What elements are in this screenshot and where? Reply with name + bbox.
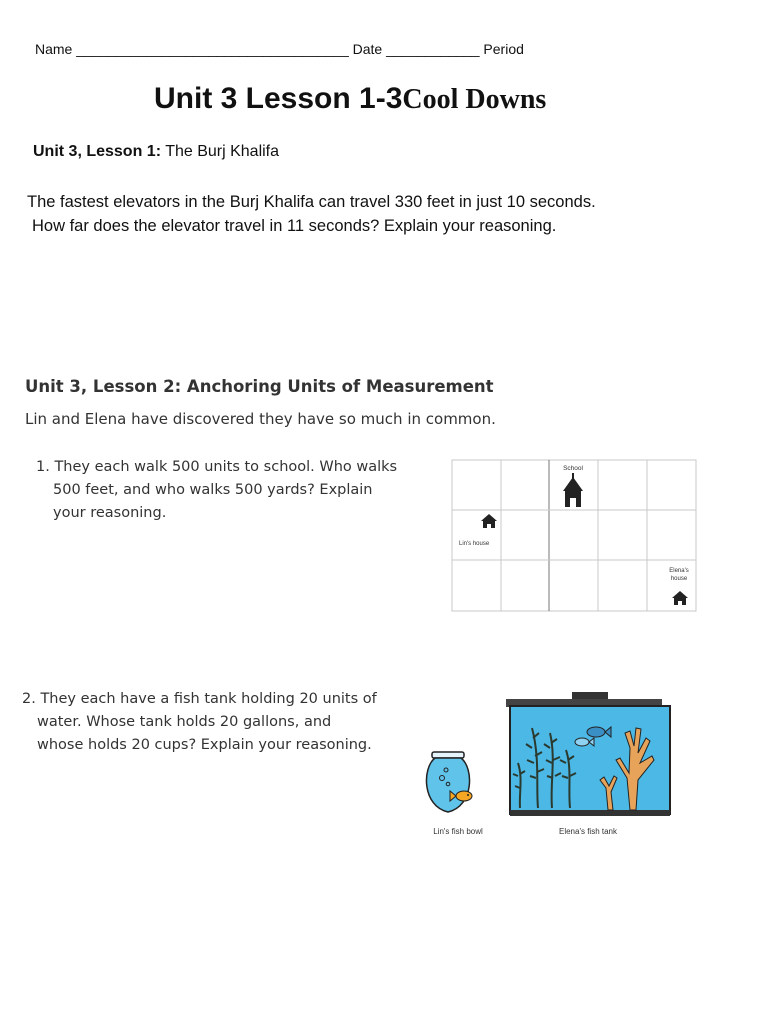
- name-date-period-line: Name ___________________________________ Date ____________ Period: [35, 41, 524, 57]
- lesson2-intro: Lin and Elena have discovered they have so much in common.: [25, 410, 496, 428]
- fish-bowl-label: Lin's fish bowl: [433, 827, 483, 836]
- lesson1-heading: [33, 143, 279, 161]
- school-label: School: [563, 465, 583, 472]
- item2-line1: 2. They each have a fish tank holding 20 units of: [22, 691, 377, 707]
- item2-line3: whose holds 20 cups? Explain your reasoning.: [37, 737, 372, 753]
- lesson1-question-line2: How far does the elevator travel in 11 seconds? Explain your reasoning.: [32, 217, 557, 235]
- lesson2-item1: [36, 456, 397, 525]
- fish-tank-label: Elena's fish tank: [558, 827, 618, 836]
- lesson1-question: [27, 190, 596, 238]
- lesson1-question-line1: The fastest elevators in the Burj Khalifa can travel 330 feet in just 10 seconds.: [27, 193, 596, 211]
- lesson1-heading-title: The Burj Khalifa: [161, 143, 280, 160]
- page-title: [154, 82, 546, 116]
- lesson1-heading-bold: Unit 3, Lesson 1:: [33, 143, 162, 160]
- title-cool-downs: Cool Downs: [402, 84, 547, 115]
- fish-bowl-icon: [426, 752, 472, 812]
- school-map-grid: [451, 459, 697, 613]
- school-icon: [563, 473, 583, 507]
- elena-house-label-2: house: [670, 576, 688, 582]
- lin-house-label: Lin's house: [459, 541, 490, 547]
- item1-line3: your reasoning.: [53, 505, 167, 521]
- fish-containers-illustration: [420, 688, 680, 840]
- item1-line2: 500 feet, and who walks 500 yards? Explain: [53, 482, 373, 498]
- lesson2-item2: [22, 688, 377, 757]
- lesson2-heading: Unit 3, Lesson 2: Anchoring Units of Measurement: [25, 377, 494, 396]
- lin-house-icon: [481, 514, 497, 528]
- elena-house-label-1: Elena's: [669, 568, 689, 574]
- item2-line2: water. Whose tank holds 20 gallons, and: [37, 714, 332, 730]
- elena-house-icon: [672, 591, 688, 605]
- title-range: 1-3: [359, 82, 403, 115]
- fish-tank-icon: [506, 692, 670, 816]
- title-unit-lesson: Unit 3 Lesson: [154, 82, 351, 115]
- item1-line1: 1. They each walk 500 units to school. Who walks: [36, 459, 398, 475]
